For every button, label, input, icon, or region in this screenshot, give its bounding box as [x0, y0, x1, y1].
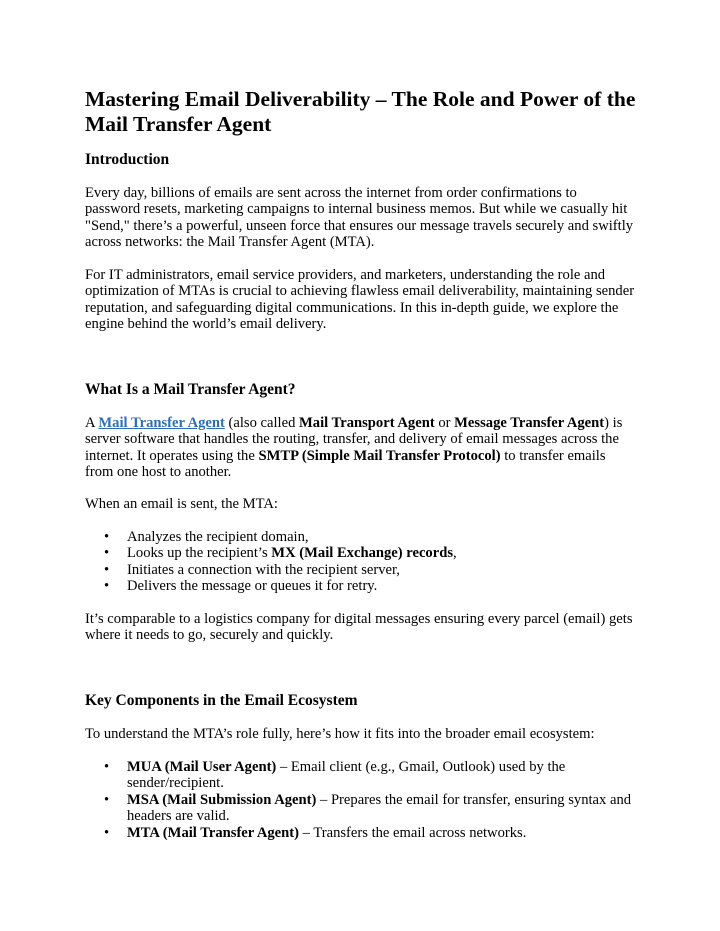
mta-intro-line: When an email is sent, the MTA:	[85, 496, 278, 512]
component-description: – Email client (e.g., Gmail, Outlook) used by the sender/recipient.	[127, 759, 566, 792]
mta-steps-list	[85, 529, 635, 595]
list-item	[85, 792, 635, 825]
components-intro-paragraph: To understand the MTA’s role fully, here’s how it fits into the broader email ecosystem:	[85, 726, 595, 742]
intro-paragraph-2: For IT administrators, email service providers, and marketers, understanding the role and optimization of MTAs is crucial to achieving flawless email deliverability, maintaining sender reputation, and safeguarding digital communications. In this in-depth guide, we explore the engine behind the world’s email delivery.	[85, 267, 635, 333]
component-term: MTA (Mail Transfer Agent)	[127, 824, 299, 841]
text-run: (also called	[224, 415, 300, 431]
component-description: – Transfers the email across networks.	[299, 824, 527, 841]
bold-term-mail-transport-agent: Mail Transport Agent	[299, 415, 435, 431]
text-run: ) is server software that handles the routing, transfer, and delivery of email messages across the internet. It operates using the	[85, 415, 623, 464]
list-item	[85, 545, 635, 561]
section-heading-introduction: Introduction	[85, 151, 170, 168]
text-run: Looks up the recipient’s	[127, 545, 272, 562]
section-heading-what-is-mta: What Is a Mail Transfer Agent?	[85, 381, 296, 398]
text-run: to transfer emails from one host to another.	[85, 447, 606, 481]
mta-definition-paragraph	[85, 415, 635, 481]
mail-transfer-agent-link[interactable]: Mail Transfer Agent	[98, 415, 225, 431]
component-term: MSA (Mail Submission Agent)	[127, 791, 317, 808]
text-run: ,	[453, 545, 457, 562]
component-term: MUA (Mail User Agent)	[127, 759, 277, 775]
list-item	[85, 759, 635, 792]
components-list	[85, 759, 635, 841]
text-run: A	[85, 415, 99, 431]
page-title: Mastering Email Deliverability – The Role and Power of the Mail Transfer Agent	[85, 87, 636, 136]
bold-term-smtp: SMTP (Simple Mail Transfer Protocol)	[258, 447, 501, 464]
bold-term-message-transfer-agent: Message Transfer Agent	[454, 415, 605, 431]
list-item	[85, 825, 635, 841]
section-heading-key-components: Key Components in the Email Ecosystem	[85, 692, 358, 709]
list-item: • Delivers the message or queues it for retry.	[85, 578, 635, 594]
list-item: • Initiates a connection with the recipient server,	[85, 562, 635, 578]
bold-term-mx-records: MX (Mail Exchange) records	[271, 545, 454, 562]
mta-analogy-paragraph: It’s comparable to a logistics company for digital messages ensuring every parcel (email) gets where it needs to go, securely and quickly.	[85, 611, 633, 644]
list-item: • Analyzes the recipient domain,	[85, 529, 635, 545]
text-run: or	[434, 415, 455, 431]
component-description: – Prepares the email for transfer, ensuring syntax and headers are valid.	[127, 791, 632, 825]
intro-paragraph-1: Every day, billions of emails are sent across the internet from order confirmations to password resets, marketing campaigns to internal business memos. But while we casually hit "Send," there’s a powerful, unseen force that ensures our message travels securely and swiftly across networks: the Mail Transfer Agent (MTA).	[85, 185, 634, 251]
